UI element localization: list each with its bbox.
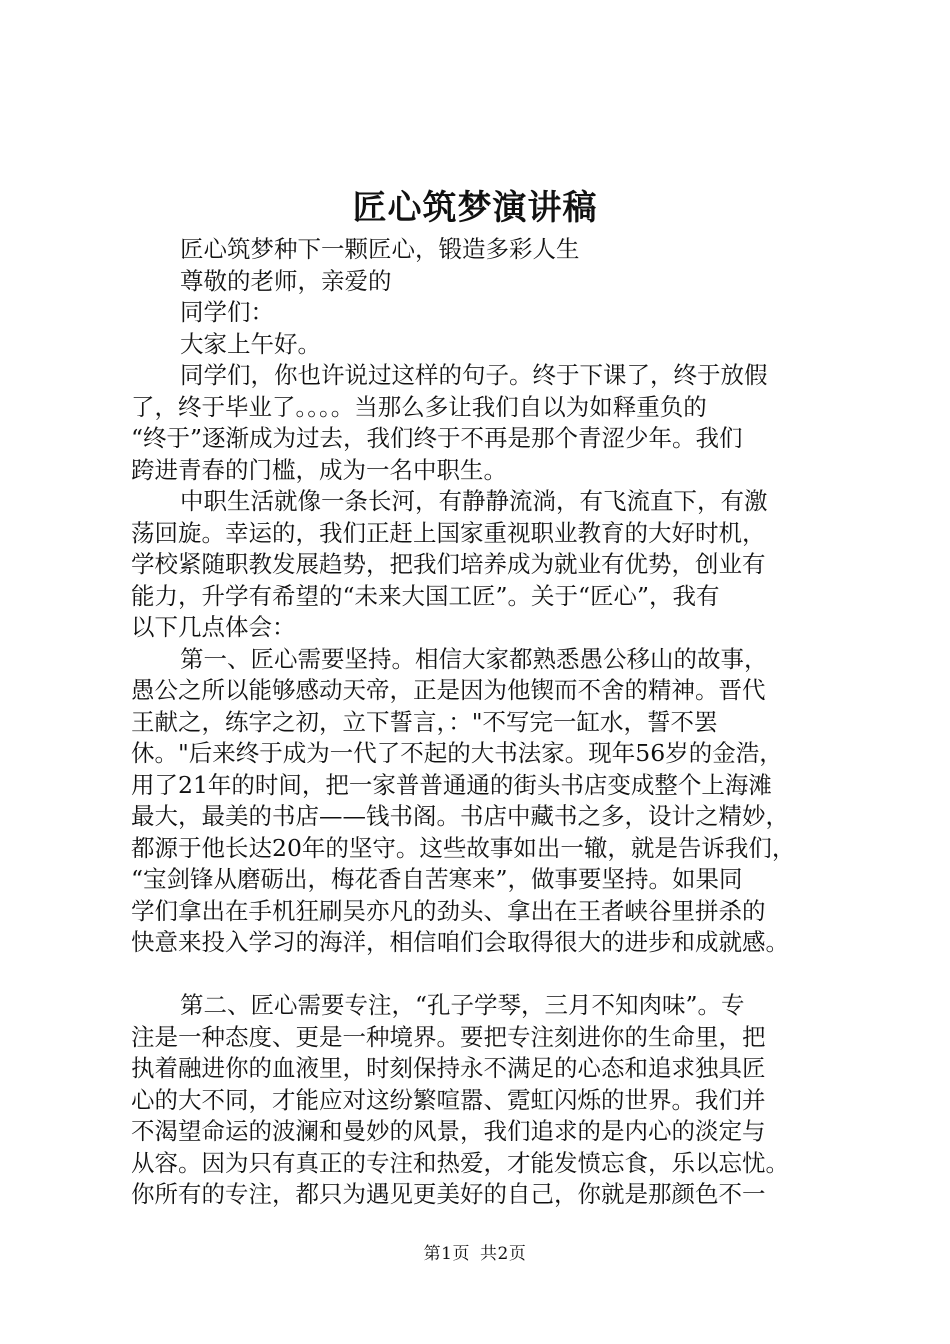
- paragraph-line: “终于”逐渐成为过去，我们终于不再是那个青涩少年。我们: [131, 424, 743, 452]
- paragraph-line: 从容。因为只有真正的专注和热爱，才能发愤忘食，乐以忘忧。: [131, 1148, 789, 1177]
- paragraph-line: 第二、匠心需要专注，“孔子学琴，三月不知肉味”。专: [180, 991, 745, 1019]
- salutation-line: 同学们：: [180, 298, 274, 326]
- paragraph-line: 跨进青春的门槛，成为一名中职生。: [131, 455, 507, 484]
- paragraph-line: 王献之，练字之初，立下誓言，："不写完一缸水，誓不罢: [131, 707, 718, 736]
- paragraph-line: 荡回旋。幸运的，我们正赶上国家重视职业教育的大好时机，: [131, 518, 766, 547]
- page-footer: [0, 1242, 950, 1266]
- paragraph-line: 不渴望命运的波澜和曼妙的风景，我们追求的是内心的淡定与: [131, 1117, 766, 1145]
- page-total: 共2页: [480, 1244, 527, 1264]
- paragraph-line: 学校紧随职教发展趋势，把我们培养成为就业有优势，创业有: [131, 550, 766, 578]
- paragraph-line: 学们拿出在手机狂刷吴亦凡的劲头、拿出在王者峡谷里拼杀的: [131, 896, 766, 925]
- greeting-line: 大家上午好。: [180, 329, 321, 358]
- paragraph-line: 能力，升学有希望的“未来大国工匠”。关于“匠心”，我有: [131, 581, 720, 610]
- paragraph-line: 同学们，你也许说过这样的句子。终于下课了，终于放假: [180, 361, 768, 389]
- paragraph-line: 了，终于毕业了。。。。当那么多让我们自以为如释重负的: [131, 392, 707, 421]
- paragraph-line: 都源于他长达20年的坚守。这些故事如出一辙，就是告诉我们，: [131, 833, 796, 862]
- paragraph-line: 执着融进你的血液里，时刻保持永不满足的心态和追求独具匠: [131, 1054, 766, 1082]
- subtitle-line: 匠心筑梦种下一颗匠心，锻造多彩人生: [180, 235, 580, 263]
- paragraph-line: 用了21年的时间，把一家普普通通的街头书店变成整个上海滩: [131, 770, 772, 799]
- salutation-line: 尊敬的老师，亲爱的: [180, 266, 392, 295]
- paragraph-line: 第一、匠心需要坚持。相信大家都熟悉愚公移山的故事，: [180, 644, 768, 673]
- paragraph-line: 快意来投入学习的海洋，相信咱们会取得很大的进步和成就感。: [131, 928, 789, 956]
- paragraph-line: 你所有的专注，都只为遇见更美好的自己，你就是那颜色不一: [131, 1180, 766, 1208]
- page-number: 第1页: [423, 1244, 470, 1264]
- document-body: [131, 234, 851, 1211]
- paragraph-line: 以下几点体会：: [131, 613, 296, 641]
- paragraph-line: 最大，最美的书店——钱书阁。书店中藏书之多，设计之精妙，: [131, 802, 789, 830]
- paragraph-gap: [131, 959, 851, 991]
- paragraph-line: 心的大不同，才能应对这纷繁喧嚣、霓虹闪烁的世界。我们并: [131, 1085, 766, 1114]
- paragraph-line: 中职生活就像一条长河，有静静流淌，有飞流直下，有激: [180, 487, 768, 515]
- paragraph-line: 愚公之所以能够感动天帝，正是因为他锲而不舍的精神。晋代: [131, 676, 766, 704]
- document-title: 匠心筑梦演讲稿: [352, 188, 598, 228]
- paragraph-line: 注是一种态度、更是一种境界。要把专注刻进你的生命里，把: [131, 1022, 766, 1051]
- paragraph-line: “宝剑锋从磨砺出，梅花香自苦寒来”，做事要坚持。如果同: [131, 865, 743, 893]
- paragraph-line: 休。"后来终于成为一代了不起的大书法家。现年56岁的金浩，: [131, 739, 783, 767]
